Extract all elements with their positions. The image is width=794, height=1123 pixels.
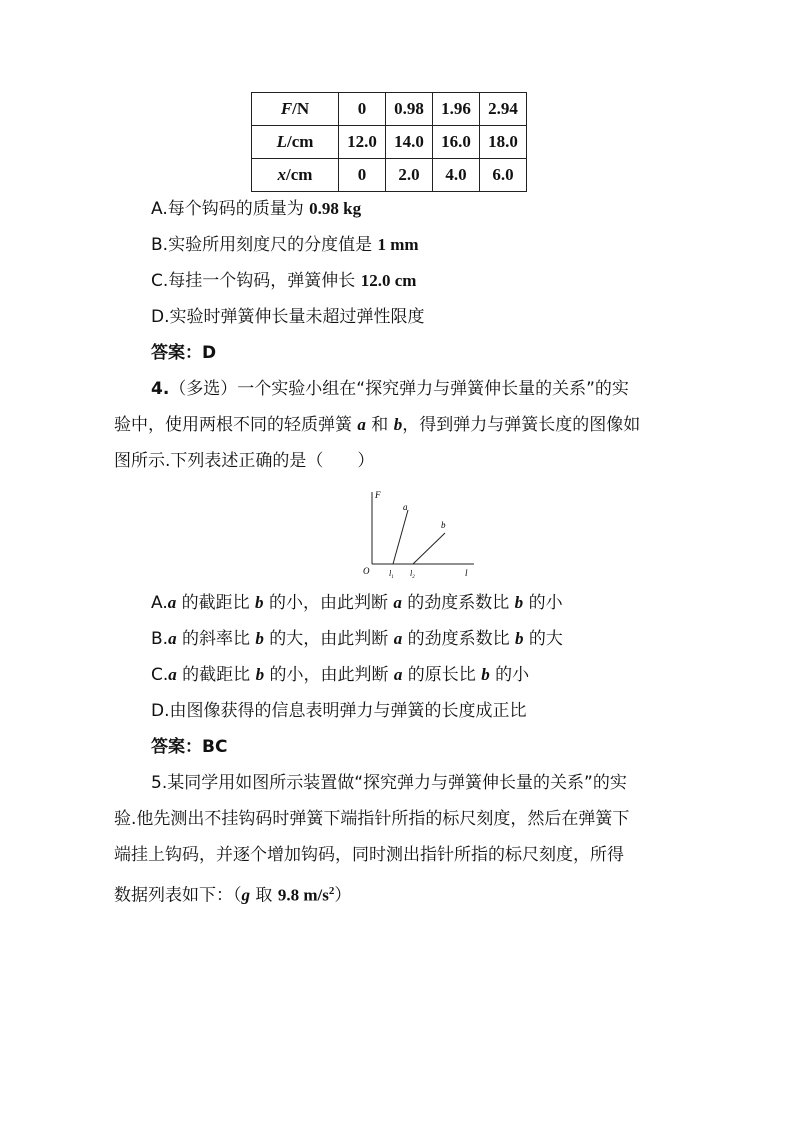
var-a: a: [393, 593, 402, 612]
q4-stem-text: （多选）一个实验小组在“探究弹力与弹簧伸长量的关系”的实: [169, 379, 629, 399]
gravity-value: 9.8 m/s: [277, 885, 329, 905]
q3-option-b-value: 1 mm: [377, 235, 419, 254]
q5-text: ）: [334, 885, 352, 906]
q4-stem-text: ，得到弹力与弹簧长度的图像如: [402, 415, 641, 435]
table-cell: 2.94: [480, 93, 527, 126]
table-cell: 18.0: [480, 126, 527, 159]
row-header-unit: /N: [292, 99, 310, 118]
opt-text: 的小，由此判断: [264, 665, 394, 685]
row-header-var: L: [276, 132, 287, 151]
opt-text: A.: [151, 593, 168, 613]
q5-text: 取: [250, 885, 278, 906]
table-cell: 0: [339, 159, 386, 192]
q4-stem-text: 验中，使用两根不同的轻质弹簧: [114, 415, 358, 435]
row-header-unit: /cm: [286, 132, 314, 151]
opt-text: 的小，由此判断: [263, 593, 394, 613]
opt-text: 的劲度系数比: [401, 593, 515, 613]
opt-text: 的截距比: [176, 593, 256, 613]
data-table-container: [251, 92, 527, 192]
q4-stem-text: 和: [365, 415, 394, 435]
var-b: b: [515, 629, 524, 648]
label-l: l: [465, 568, 468, 578]
opt-text: 的大: [523, 629, 563, 649]
label-l1-main: l: [389, 569, 392, 578]
q4-stem-line3: 图所示.下列表述正确的是（ ）: [114, 451, 375, 471]
q3-option-b: [151, 233, 419, 257]
table-cell: 14.0: [386, 126, 433, 159]
q3-option-c-text: C.每挂一个钩码，弹簧伸长: [151, 271, 361, 291]
q3-option-a-value: 0.98 kg: [309, 199, 362, 218]
data-table: [251, 92, 527, 192]
label-l1-sub: 1: [391, 575, 394, 580]
label-a: a: [403, 502, 408, 512]
q3-option-d-text: D.实验时弹簧伸长量未超过弹性限度: [151, 307, 425, 327]
var-b: b: [393, 415, 403, 434]
table-cell: 2.0: [386, 159, 433, 192]
q4-option-c: [151, 663, 529, 687]
line-b: [413, 533, 445, 564]
opt-text: 的截距比: [176, 665, 256, 685]
table-row: [252, 126, 527, 159]
opt-text: 的大，由此判断: [263, 629, 394, 649]
var-b: b: [255, 593, 264, 612]
var-a: a: [168, 629, 177, 648]
gravity-exponent: 2: [328, 885, 335, 897]
label-O: O: [363, 566, 370, 576]
table-cell: 0: [339, 93, 386, 126]
q4-option-b: [151, 627, 563, 651]
var-b: b: [255, 629, 264, 648]
q5-line2: 验.他先测出不挂钩码时弹簧下端指针所指的标尺刻度，然后在弹簧下: [114, 809, 630, 829]
q5-line1: 5.某同学用如图所示装置做“探究弹力与弹簧伸长量的关系”的实: [151, 773, 627, 793]
label-l2: [410, 569, 415, 580]
opt-text: 的斜率比: [176, 629, 256, 649]
table-cell: 1.96: [433, 93, 480, 126]
opt-text: 的小: [489, 665, 530, 685]
q5-text: 数据列表如下：（: [114, 885, 242, 906]
q3-answer: 答案：D: [151, 343, 217, 363]
table-cell: 4.0: [433, 159, 480, 192]
var-a: a: [393, 629, 403, 648]
opt-text: 的劲度系数比: [402, 629, 516, 649]
opt-text: B.: [151, 629, 169, 649]
table-row: [252, 93, 527, 126]
label-l1: [389, 569, 394, 580]
q3-option-c: [151, 269, 416, 293]
row-header-var: F: [280, 99, 293, 118]
var-a: a: [393, 665, 403, 684]
var-a: a: [357, 415, 366, 434]
line-a: [393, 510, 408, 564]
q3-option-b-text: B.实验所用刻度尺的分度值是: [151, 235, 378, 255]
opt-text: C.: [151, 665, 169, 685]
row-header-unit: /cm: [286, 165, 313, 184]
var-a: a: [168, 665, 177, 684]
table-cell: 0.98: [386, 93, 433, 126]
var-g: g: [241, 885, 250, 905]
q3-option-a: [151, 197, 361, 221]
row-header: [252, 126, 339, 159]
label-l2-main: l: [410, 569, 413, 578]
q4-stem-line2: [114, 413, 640, 437]
var-b: b: [514, 593, 524, 612]
row-header: [252, 159, 339, 192]
q4-option-a: [151, 591, 563, 615]
table-cell: 16.0: [433, 126, 480, 159]
label-b: b: [441, 520, 446, 530]
table-cell: 12.0: [339, 126, 386, 159]
var-a: a: [167, 593, 177, 612]
q4-stem-line1: [151, 377, 629, 401]
table-cell: 6.0: [480, 159, 527, 192]
var-b: b: [255, 665, 265, 684]
row-header: [252, 93, 339, 126]
q4-option-d: D.由图像获得的信息表明弹力与弹簧的长度成正比: [151, 701, 527, 721]
var-b: b: [481, 665, 490, 684]
row-header-var: x: [277, 165, 287, 184]
opt-text: 的原长比: [402, 665, 482, 685]
q3-option-a-text: A.每个钩码的质量为: [151, 199, 310, 219]
q4-number: 4.: [151, 379, 170, 399]
q4-answer: 答案：BC: [151, 737, 228, 757]
table-row: [252, 159, 527, 192]
label-l2-sub: 2: [412, 575, 415, 580]
opt-text: 的小: [523, 593, 563, 613]
q3-option-c-value: 12.0 cm: [360, 271, 417, 290]
q5-line4: [114, 879, 351, 908]
spring-force-length-graph: [362, 486, 478, 582]
label-F: F: [375, 490, 381, 500]
q5-line3: 端挂上钩码，并逐个增加钩码，同时测出指针所指的标尺刻度，所得: [114, 845, 624, 865]
q3-option-d: [151, 305, 425, 329]
